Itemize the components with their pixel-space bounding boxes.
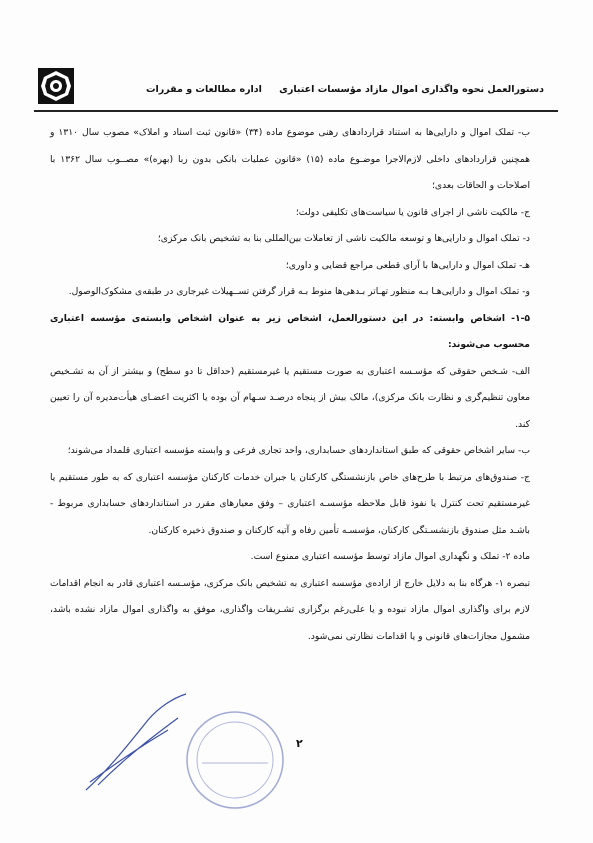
paragraph-d: د- تملک اموال و دارایی‌ها و توسعه مالکیت ناشی از تعاملات بین‌المللی بنا به تشخیص بانک مرکزی؛: [157, 233, 530, 244]
official-stamp: [180, 705, 290, 815]
paragraph-be: ب- سایر اشخاص حقوقی که طبق استانداردهای حسابداری، واحد تجاری فرعی و وابسته مؤسسه اعتباری قلمداد می‌شوند؛: [67, 445, 530, 456]
page-header: [34, 62, 558, 112]
paragraph-h: هـ- تملک اموال و دارایی‌ها با آرای قطعی مراجع قضایی و داوری؛: [285, 259, 530, 271]
paragraph-alef: الف- شـخص حقوقی که مؤسـسه اعتباری به صورت مستقیم یا غیرمستقیم (حداقل تا دو سطح) و بیشتر از آن به تشـخیص معاون تنظیم‌گری و نظارت بانک مرکزی)، مالک بیش از پنجاه درصـد سـهام آن بوده یا اکثریت اعضـای هیأت‌مدیره آن را تعیین کند.: [50, 365, 530, 430]
department-name: اداره مطالعات و مقررات: [146, 84, 262, 95]
page-number: ۲: [296, 737, 303, 750]
paragraph-v: و- تملک اموال و دارایی‌هـا بـه منظور تهـاتر بـدهی‌ها منوط بـه قرار گرفتن تســهیلات غیرجاری در طبقه‌ی مشکوک‌الوصول.: [68, 286, 530, 297]
document-body: [50, 120, 530, 650]
article-2: ماده ۲- تملک و نگهداری اموال مازاد توسط مؤسسه اعتباری ممنوع است.: [250, 551, 530, 562]
note-1: تبصره ۱- هرگاه بنا به دلایل خارج از اراده‌ی مؤسسه اعتباری به تشخیص بانک مرکزی، مؤسـسه اعتباری قادر به انجام اقدامات لازم برای واگذاری اموال مازاد نبوده و یا علی‌رغم برگزاری تشـریفات واگذاری، موفق به واگذاری اموال مازاد نشده باشد، مشمول مجازات‌های قانونی و یا اقدامات نظارتی نمی‌شود.: [50, 577, 531, 642]
paragraph-j: ج- مالکیت ناشی از اجرای قانون یا سیاست‌های تکلیفی دولت؛: [295, 206, 530, 218]
central-bank-emblem-icon: [38, 68, 74, 104]
document-title: دستورالعمل نحوه واگذاری اموال مازاد مؤسسات اعتباری: [279, 84, 544, 95]
paragraph-jim: ج- صندوق‌های مرتبط با طرح‌های خاص بازنشستگی کارکنان یا جبران خدمات کارکنان مؤسسه اعتباری که به طور مستقیم یا غیرمستقیم تحت کنترل یا نفوذ قابل ملاحظه مؤسسـه اعتباری – وفق معیارهای مقرر در استانداردهای حسابداری مربوط - باشـد مثل صندوق بازنشسـتگی کارکنان، مؤسسـه تأمین رفاه و آتیه کارکنان و صندوق ذخیره کارکنان.: [50, 471, 530, 536]
section-related-persons: ۱-۵- اشخاص وابسته: در این دستورالعمل، اشخاص زیر به عنوان اشخاص وابسته‌ی مؤسسه اعتباری محسوب می‌شوند:: [50, 312, 530, 350]
paragraph-b: ب- تملک اموال و دارایی‌ها به استناد قراردادهای رهنی موضوع ماده (۳۴) «قانون ثبت اسناد و املاک» مصوب سال ۱۳۱۰ و همچنین قراردادهای داخلی لازم‌الاجرا موضـوع ماده (۱۵) «قانون عملیات بانکی بدون ربا (بهره)» مصــوب سال ۱۳۶۲ با اصلاحات و الحاقات بعدی؛: [50, 127, 530, 191]
